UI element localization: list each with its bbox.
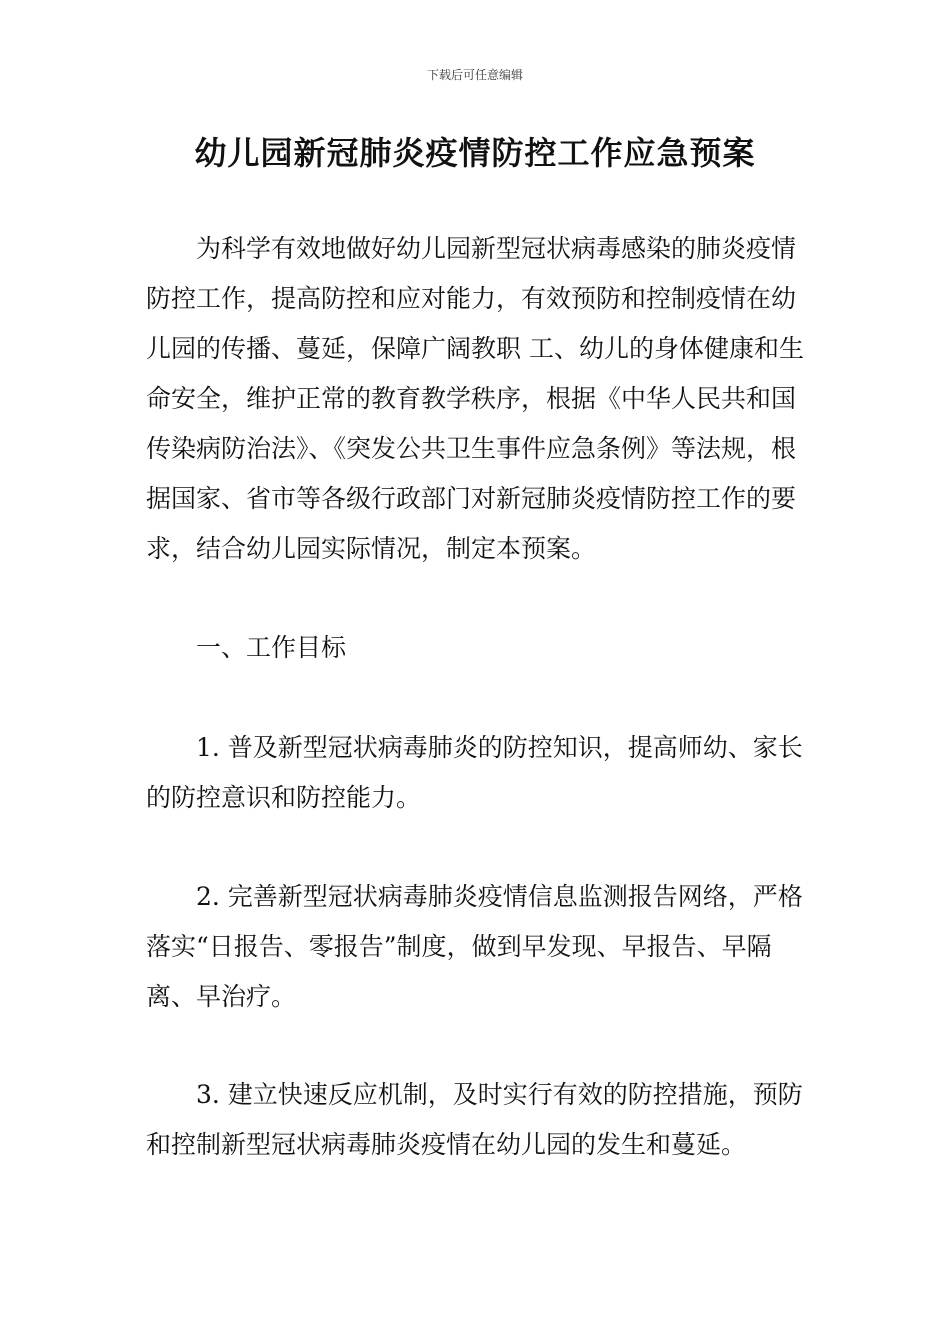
section-heading-work-goals: 一、工作目标 bbox=[196, 633, 347, 662]
header-note: 下载后可任意编辑 bbox=[426, 68, 523, 82]
intro-paragraph: 为科学有效地做好幼儿园新型冠状病毒感染的肺炎疫情防控工作，提高防控和应对能力，有效预防和控制疫情在幼儿园的传播、蔓延，保障广阔教职 工、幼儿的身体健康和生命安全，维护正常的教育教学秩序，根据《中华人民共和国传染病防治法》、《突发公共卫生事件应急条例》等法规，根据国家、省市等各级行政部门对新冠肺炎疫情防控工作的要求，结合幼儿园实际情况，制定本预案。 bbox=[146, 234, 804, 563]
document-title: 幼儿园新冠肺炎疫情防控工作应急预案 bbox=[194, 134, 756, 172]
goal-item-3: 3. 建立快速反应机制，及时实行有效的防控措施，预防和控制新型冠状病毒肺炎疫情在幼儿园的发生和蔓延。 bbox=[146, 1080, 803, 1159]
goal-item-2: 2. 完善新型冠状病毒肺炎疫情信息监测报告网络，严格落实“日报告、零报告”制度，做到早发现、早报告、早隔离、早治疗。 bbox=[146, 882, 803, 1011]
goal-item-1: 1. 普及新型冠状病毒肺炎的防控知识，提高师幼、家长的防控意识和防控能力。 bbox=[146, 733, 803, 812]
